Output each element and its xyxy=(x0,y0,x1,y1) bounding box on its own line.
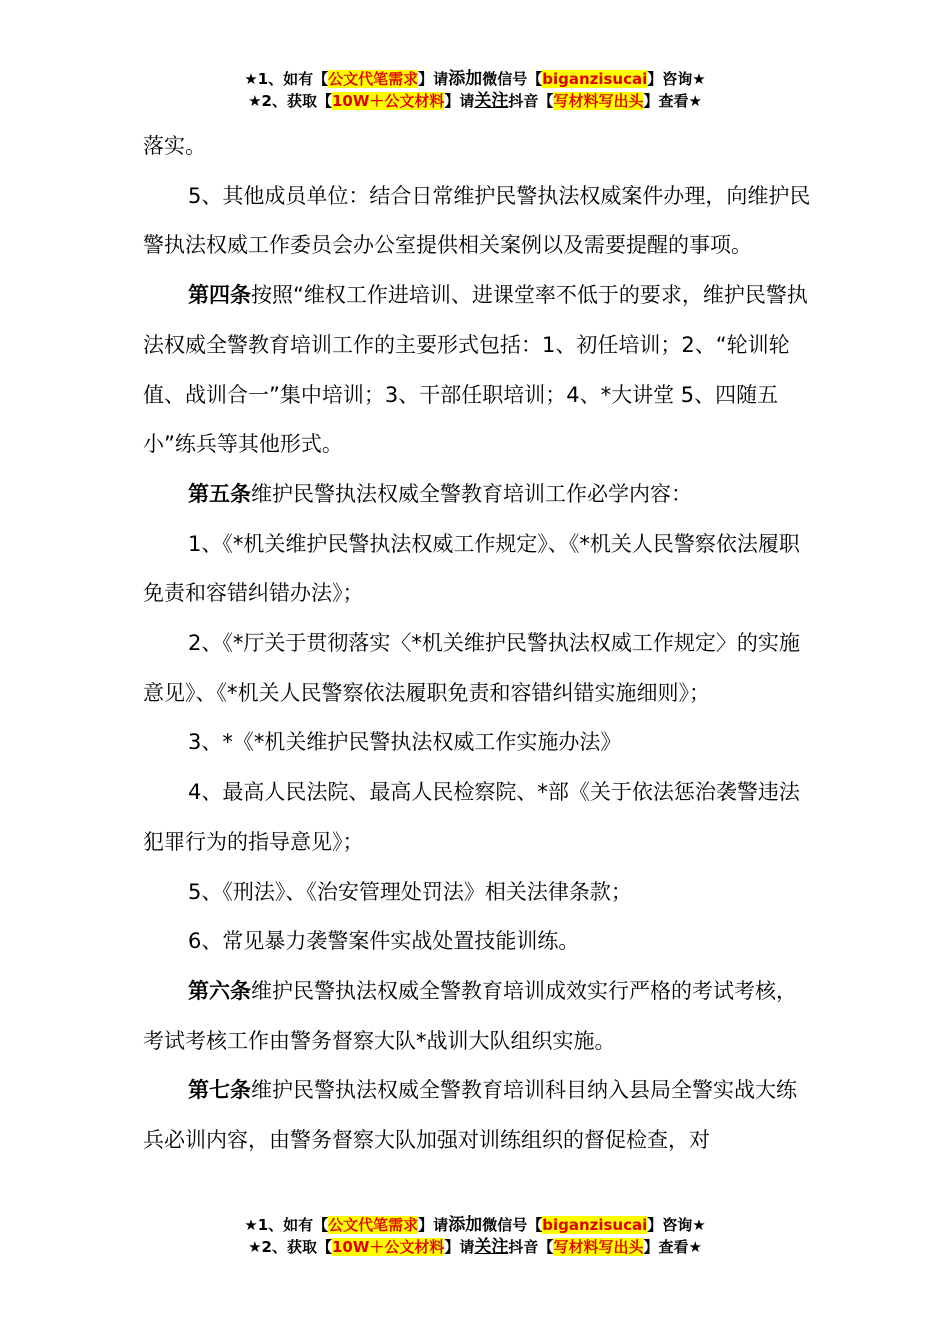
banner-line-1: ★1、如有【公文代笔需求】请添加微信号【biganzisucai】咨询★ xyxy=(244,69,706,89)
list-item: 1、《*机关维护民警执法权威工作规定》、《*机关人民警察依法履职免责和容错纠错办法》； xyxy=(143,531,800,606)
list-item: 5、《刑法》、《治安管理处罚法》相关法律条款； xyxy=(188,879,632,904)
banner-line-2: ★2、获取【10W＋公文材料】请关注抖音【写材料写出头】查看★ xyxy=(248,1237,702,1257)
star-icon: ★ xyxy=(248,92,262,110)
footer-banner xyxy=(0,1214,950,1258)
douyin-account: 写材料写出头 xyxy=(553,1238,644,1256)
star-icon: ★ xyxy=(248,1238,262,1256)
article-label: 第六条 xyxy=(188,978,251,1003)
article-4: 第四条按照“维权工作进培训、进课堂率不低于的要求，维护民警执法权威全警教育培训工作的主要形式包括：1、初任培训；2、“轮训轮值、战训合一”集中培训；3、干部任职培训；4、*大讲堂 5、四随五小”练兵等其他形式。 xyxy=(143,283,808,457)
highlight-text: 公文代笔需求 xyxy=(328,70,419,88)
header-banner xyxy=(0,68,950,112)
list-item: 2、《*厅关于贯彻落实〈*机关维护民警执法权威工作规定〉的实施意见》、《*机关人民警察依法履职免责和容错纠错实施细则》； xyxy=(143,631,800,705)
list-item: 4、最高人民法院、最高人民检察院、*部《关于依法惩治袭警违法犯罪行为的指导意见》； xyxy=(143,780,800,854)
highlight-text: 10W＋公文材料 xyxy=(331,92,445,110)
wechat-id: biganzisucai xyxy=(542,1216,648,1234)
article-label: 第五条 xyxy=(188,481,251,506)
highlight-text: 公文代笔需求 xyxy=(328,1216,419,1234)
article-7: 第七条维护民警执法权威全警教育培训科目纳入县局全警实战大练兵必训内容，由警务督察大队加强对训练组织的督促检查，对 xyxy=(143,1078,797,1153)
document-body xyxy=(143,122,815,1166)
highlight-text: 10W＋公文材料 xyxy=(331,1238,445,1256)
article-label: 第七条 xyxy=(188,1078,251,1103)
article-label: 第四条 xyxy=(188,283,251,308)
star-icon: ★ xyxy=(244,70,258,88)
list-item: 3、*《*机关维护民警执法权威工作实施办法》 xyxy=(188,730,622,755)
list-item: 6、常见暴力袭警案件实战处置技能训练。 xyxy=(188,929,580,954)
article-6: 第六条维护民警执法权威全警教育培训成效实行严格的考试考核，考试考核工作由警务督察大队*战训大队组织实施。 xyxy=(143,978,797,1053)
banner-line-2: ★2、获取【10W＋公文材料】请关注抖音【写材料写出头】查看★ xyxy=(248,91,702,111)
paragraph: 落实。 xyxy=(143,134,206,158)
article-5: 第五条维护民警执法权威全警教育培训工作必学内容： xyxy=(188,481,692,506)
paragraph: 5、其他成员单位：结合日常维护民警执法权威案件办理，向维护民警执法权威工作委员会办公室提供相关案例以及需要提醒的事项。 xyxy=(143,183,811,258)
banner-line-1: ★1、如有【公文代笔需求】请添加微信号【biganzisucai】咨询★ xyxy=(244,1215,706,1235)
douyin-account: 写材料写出头 xyxy=(553,92,644,110)
star-icon: ★ xyxy=(244,1216,258,1234)
wechat-id: biganzisucai xyxy=(542,70,648,88)
